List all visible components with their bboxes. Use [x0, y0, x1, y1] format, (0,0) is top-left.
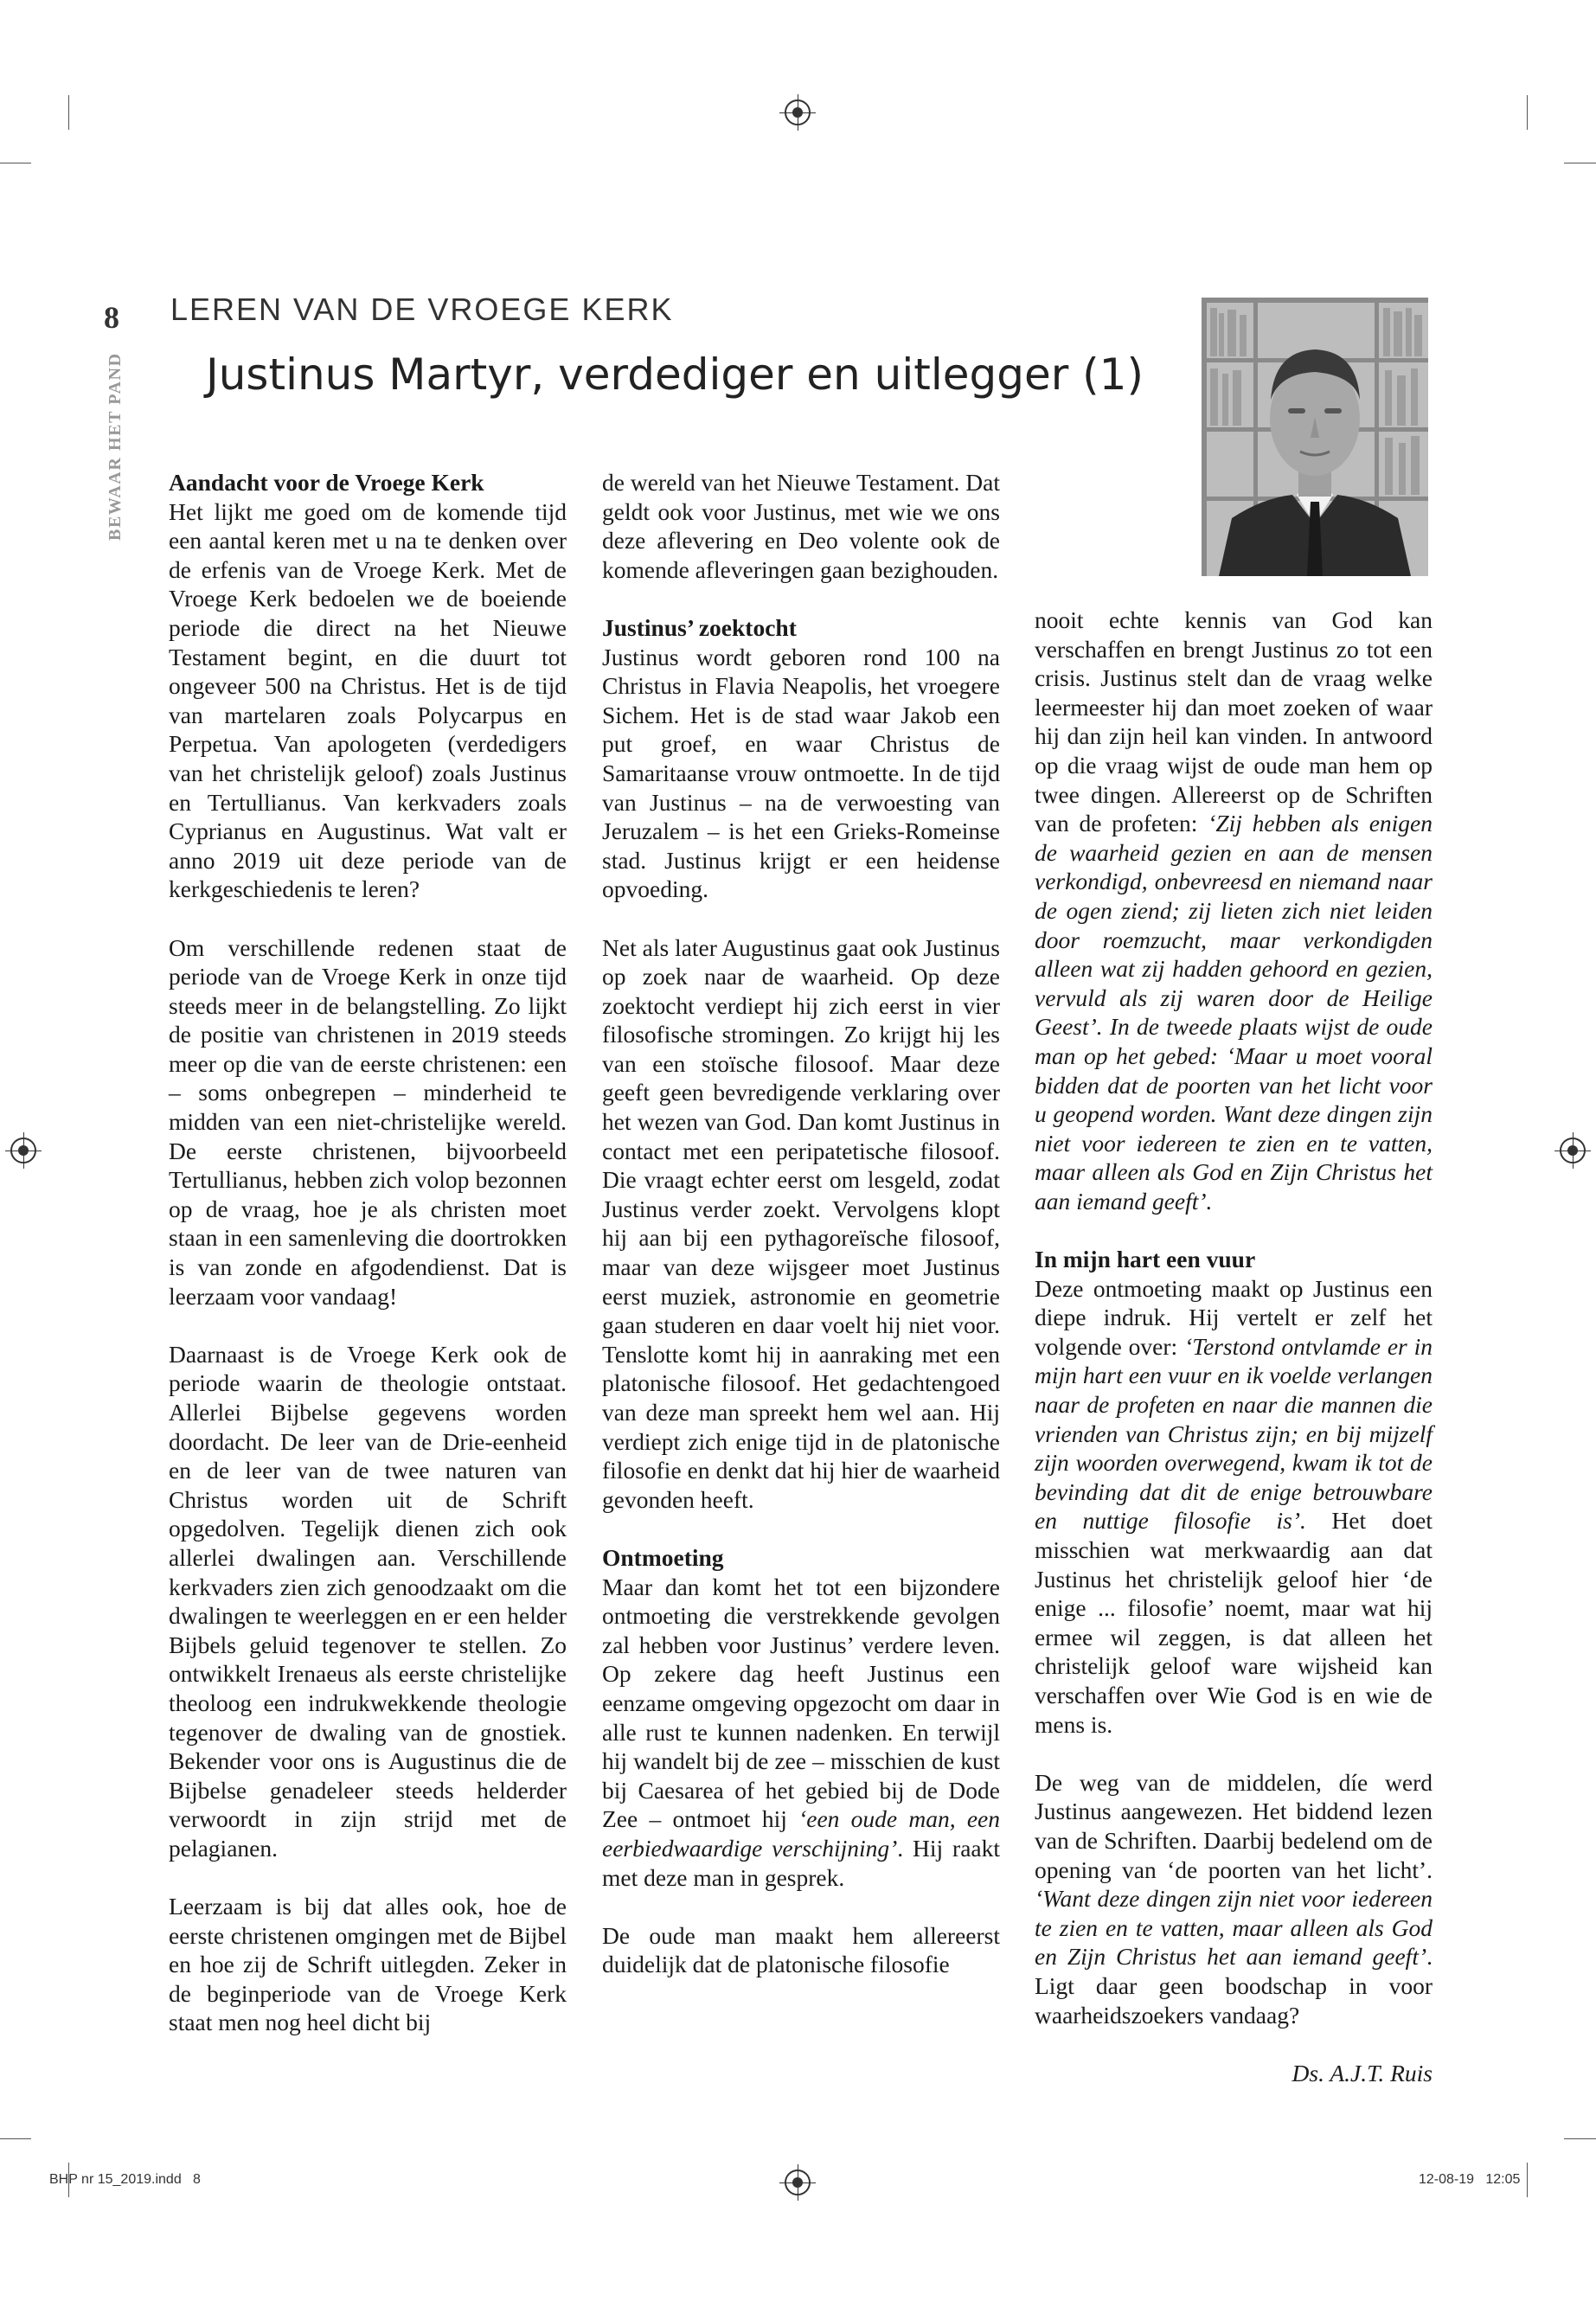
article-paragraph: Daarnaast is de Vroege Kerk ook de periode waarin de theologie ontstaat. Allerlei Bijbelse gegevens worden doordacht. De leer van de Drie-eenheid en de leer van de twee naturen van Christus worden uit de Schrift opgedolven. Tegelijk dienen zich ook allerlei dwalingen aan. Verschillende kerkvaders zien zich genoodzaakt om die dwalingen te weerleggen en er een helder Bijbels geluid tegenover te stellen. Zo ontwikkelt Irenaeus als eerste christelijke theoloog een indrukwekkende theologie tegenover de dwaling van de gnostiek. Bekender voor ons is Augustinus die de Bijbelse genadeleer steeds helderder verwoordt in zijn strijd met de pelagianen. [169, 1340, 567, 1862]
article-paragraph: Het lijkt me goed om de komende tijd een aantal keren met u na te denken over de erfenis van de Vroege Kerk. Met de Vroege Kerk bedoelen we de boeiende periode die direct na het Nieuwe Testament begint, en die duurt tot ongeveer 500 na Christus. Het is de tijd van martelaren zoals Polycarpus en Perpetua. Van apologeten (verdedigers van het christelijk geloof) zoals Justinus en Tertullianus. Van kerkvaders zoals Cyprianus en Augustinus. Wat valt er anno 2019 uit deze periode van de kerkgeschiedenis te leren? [169, 497, 567, 903]
slug-filename: BHP nr 15_2019.indd 8 [49, 2172, 201, 2187]
section-heading: Aandacht voor de Vroege Kerk [169, 469, 484, 496]
section-heading: Justinus’ zoektocht [602, 613, 797, 641]
crop-mark [1527, 2163, 1528, 2197]
text-run: Deze ontmoeting maakt op Justinus een diepe indruk. Hij vertelt er zelf het volgende over: [1035, 1274, 1433, 1360]
article-paragraph [1035, 606, 1433, 1215]
crop-mark [1527, 95, 1528, 130]
page-number: 8 [104, 300, 119, 335]
article-paragraph: De oude man maakt hem allereerst duidelijk dat de platonische filosofie [602, 1921, 1000, 1978]
text-run: Maar dan komt het tot een bijzondere ontmoeting die verstrekkende gevolgen zal hebben voor Justinus’ verdere leven. Op zekere dag heeft Justinus een eenzame omgeving opgezocht om daar in alle rust te kunnen nadenken. En terwijl hij wandelt bij de zee – misschien de kust bij Caesarea of het gebied bij de Dode Zee – ontmoet hij [602, 1573, 1000, 1833]
crop-mark [1564, 2138, 1596, 2139]
section-heading: In mijn hart een vuur [1035, 1246, 1256, 1273]
sidebar-label: BEWAAR HET PAND [106, 352, 125, 541]
section-heading: Ontmoeting [602, 1543, 724, 1571]
article-paragraph: Justinus wordt geboren rond 100 na Christus in Flavia Neapolis, het vroegere Sichem. Het is de stad waar Jakob een put groef, en waar Christus de Samaritaanse vrouw ontmoette. In de tijd van Justinus – na de verwoesting van Jeruzalem – is het een Grieks-Romeinse stad. Justinus krijgt er een heidense opvoeding. [602, 643, 1000, 903]
quote: ‘een oude man, een eerbiedwaardige verschijning’ [602, 1805, 1000, 1862]
article-paragraph: Leerzaam is bij dat alles ook, hoe de eerste christenen omgingen met de Bijbel en hoe zij de Schrift uitlegden. Zeker in de beginperiode van de Vroege Kerk staat men nog heel dicht bij [169, 1893, 567, 2036]
text-run: Het doet misschien wat merkwaardig aan dat Justinus het christelijk geloof hier ‘de enige ... filosofie’ noemt, maar wat hij ermee wil zeggen, is dat alleen het christelijk geloof ware wijsheid kan verschaffen over Wie God is en wie de mens is. [1035, 1507, 1433, 1738]
article-paragraph: de wereld van het Nieuwe Testament. Dat geldt ook voor Justinus, met wie we ons deze aflevering en Deo volente ook de komende afleveringen gaan bezighouden. [602, 469, 1000, 583]
registration-mark-icon [10, 1138, 36, 1163]
article-paragraph: Om verschillende redenen staat de periode van de Vroege Kerk in onze tijd steeds meer in de belangstelling. Zo lijkt de positie van christenen in 2019 steeds meer op die van de eerste christenen: een – soms onbegrepen – minderheid te midden van een niet-christelijke wereld. De eerste christenen, bijvoorbeeld Tertullianus, hebben zich volop bezonnen op de vraag, hoe je als christen moet staan in een samenleving die doortrokken is van zonde en afgodendienst. Dat is leerzaam voor vandaag! [169, 933, 567, 1310]
article-paragraph [1035, 1274, 1433, 1740]
crop-mark [68, 95, 69, 130]
text-run: De weg van de middelen, díe werd Justinus aangewezen. Het biddend lezen van de Schriften. Daarbij bedelend om de opening van ‘de poorten van het licht’. [1035, 1768, 1433, 1883]
author-signature: Ds. A.J.T. Ruis [1292, 2059, 1433, 2086]
text-run: . Hij raakt met deze man in gesprek. [602, 1834, 1000, 1891]
quote: ‘Zij hebben als enigen de waarheid gezien en aan de mensen verkondigd, onbevreesd en niemand naar de ogen ziend; zij lieten zich niet leiden door roemzucht, maar verkondigden alleen wat zij hadden gehoord en gezien, vervuld als zij waren door de Heilige Geest’. In de tweede plaats wijst de oude man op het gebed: ‘Maar u moet vooral bidden dat de poorten van het licht voor u geopend worden. Want deze dingen zijn niet voor iedereen te zien en te vatten, maar alleen als God en Zijn Christus het aan iemand geeft’. [1035, 810, 1433, 1215]
quote: ‘Want deze dingen zijn niet voor iedereen te zien en te vatten, maar alleen als God en Zijn Christus het aan iemand geeft’ [1035, 1885, 1433, 1971]
section-label: LEREN VAN DE VROEGE KERK [170, 292, 674, 327]
article-column-1 [169, 468, 567, 2067]
quote: ‘Terstond ontvlamde er in mijn hart een vuur en ik voelde verlangen naar de profeten en naar die mannen die vrienden van Christus zijn; en bij mijzelf zijn woorden overwegend, kwam ik tot de bevinding dat dit de enige betrouwbare en nuttige filosofie is’. [1035, 1332, 1433, 1535]
text-run: . Ligt daar geen boodschap in voor waarheidszoekers vandaag? [1035, 1943, 1433, 2029]
registration-mark-icon [785, 99, 811, 125]
article-column-3 [1035, 606, 1433, 2117]
article-column-2 [602, 468, 1000, 2008]
article-paragraph: Net als later Augustinus gaat ook Justinus op zoek naar de waarheid. Op deze zoektocht verdiept hij zich eerst in vier filosofische stromingen. Zo krijgt hij les van een stoïsche filosoof. Maar deze geeft geen bevredigende verklaring over het wezen van God. Dan komt Justinus in contact met een peripatetische filosoof. Die vraagt echter eerst om lesgeld, zodat Justinus verder zoekt. Vervolgens klopt hij aan bij een pythagoreïsche filosoof, maar van deze wijsgeer moet Justinus eerst muziek, astronomie en geometrie gaan studeren en daar voelt hij niet voor. Tenslotte komt hij in aanraking met een platonische filosoof. Het gedachtengoed van deze man spreekt hem wel aan. Hij verdiept zich enige tijd in de platonische filosofie en denkt dat hij hier de waarheid gevonden heeft. [602, 933, 1000, 1513]
article-title: Justinus Martyr, verdediger en uitlegger (1) [206, 349, 1144, 400]
registration-mark-icon [785, 2170, 811, 2195]
crop-mark [0, 2138, 31, 2139]
author-portrait [1202, 298, 1428, 576]
slug-timestamp: 12-08-19 12:05 [1419, 2172, 1521, 2187]
article-paragraph [602, 1573, 1000, 1893]
registration-mark-icon [1560, 1138, 1586, 1163]
article-paragraph [1035, 1768, 1433, 2029]
text-run: nooit echte kennis van God kan verschaffen en brengt Justinus zo tot een crisis. Justinus stelt dan de vraag welke leermeester hij dan moet zoeken of waar hij dan zijn heil kan vinden. In antwoord op die vraag wijst de oude man hem op twee dingen. Allereerst op de Schriften van de profeten: [1035, 606, 1433, 837]
